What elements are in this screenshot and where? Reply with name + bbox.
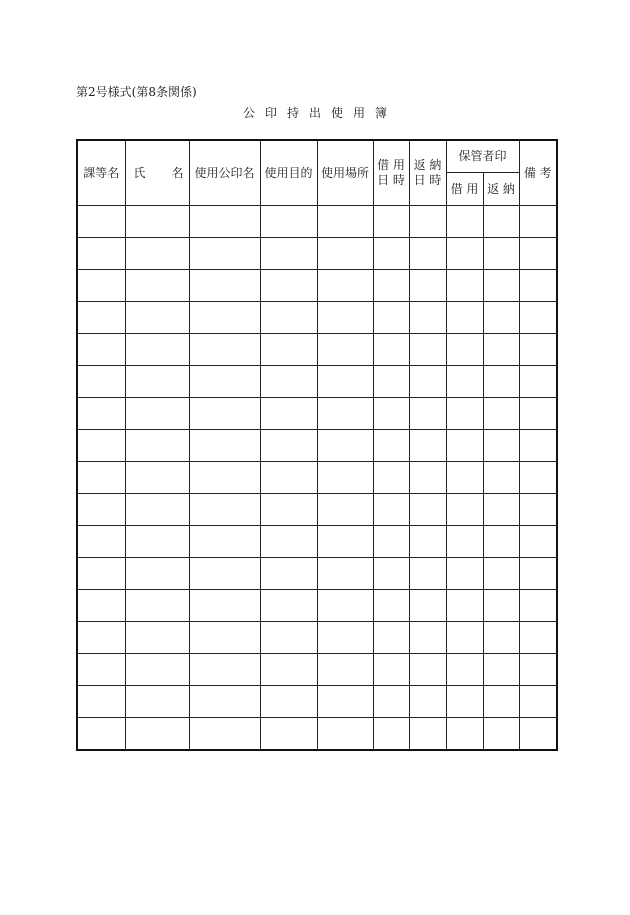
table-row [77, 334, 557, 366]
cell-purpose[interactable] [260, 494, 317, 526]
cell-purpose[interactable] [260, 686, 317, 718]
cell-borrow-datetime[interactable] [373, 558, 409, 590]
cell-section[interactable] [77, 654, 125, 686]
cell-remarks[interactable] [519, 590, 557, 622]
cell-borrow-datetime[interactable] [373, 526, 409, 558]
header-name-right: 名 [171, 165, 184, 180]
cell-remarks[interactable] [519, 206, 557, 238]
cell-custodian-borrow[interactable] [446, 526, 483, 558]
cell-name[interactable] [125, 622, 189, 654]
cell-return-datetime[interactable] [409, 622, 446, 654]
header-custodian-borrow: 借 用 [446, 173, 483, 206]
form-number: 第2号様式(第8条関係) [76, 85, 197, 99]
cell-purpose[interactable] [260, 558, 317, 590]
title-char: 印 [264, 106, 277, 120]
cell-place[interactable] [317, 622, 373, 654]
header-purpose: 使用目的 [260, 140, 317, 206]
cell-custodian-borrow[interactable] [446, 622, 483, 654]
cell-purpose[interactable] [260, 462, 317, 494]
cell-borrow-datetime[interactable] [373, 654, 409, 686]
cell-borrow-datetime[interactable] [373, 206, 409, 238]
cell-section[interactable] [77, 558, 125, 590]
cell-name[interactable] [125, 590, 189, 622]
cell-section[interactable] [77, 462, 125, 494]
cell-remarks[interactable] [519, 686, 557, 718]
cell-remarks[interactable] [519, 398, 557, 430]
cell-custodian-return[interactable] [483, 686, 519, 718]
cell-section[interactable] [77, 270, 125, 302]
cell-remarks[interactable] [519, 366, 557, 398]
cell-return-datetime[interactable] [409, 654, 446, 686]
cell-section[interactable] [77, 686, 125, 718]
header-custodian-seal: 保管者印 [446, 140, 519, 173]
cell-remarks[interactable] [519, 334, 557, 366]
cell-custodian-return[interactable] [483, 206, 519, 238]
cell-borrow-datetime[interactable] [373, 462, 409, 494]
cell-borrow-datetime[interactable] [373, 622, 409, 654]
cell-return-datetime[interactable] [409, 206, 446, 238]
cell-borrow-datetime[interactable] [373, 590, 409, 622]
cell-remarks[interactable] [519, 302, 557, 334]
cell-return-datetime[interactable] [409, 302, 446, 334]
cell-custodian-return[interactable] [483, 270, 519, 302]
cell-return-datetime[interactable] [409, 558, 446, 590]
cell-custodian-return[interactable] [483, 398, 519, 430]
table-row [77, 526, 557, 558]
cell-seal-name[interactable] [189, 622, 260, 654]
cell-custodian-borrow[interactable] [446, 366, 483, 398]
cell-seal-name[interactable] [189, 430, 260, 462]
cell-return-datetime[interactable] [409, 366, 446, 398]
cell-purpose[interactable] [260, 654, 317, 686]
cell-custodian-borrow[interactable] [446, 718, 483, 751]
cell-return-datetime[interactable] [409, 462, 446, 494]
title-char: 公 [242, 106, 255, 120]
cell-custodian-return[interactable] [483, 494, 519, 526]
cell-return-datetime[interactable] [409, 430, 446, 462]
cell-section[interactable] [77, 590, 125, 622]
header-return-line1: 返 納 [413, 158, 442, 172]
cell-return-datetime[interactable] [409, 398, 446, 430]
cell-remarks[interactable] [519, 494, 557, 526]
cell-return-datetime[interactable] [409, 238, 446, 270]
cell-custodian-return[interactable] [483, 366, 519, 398]
header-return-line2: 日 時 [413, 173, 442, 187]
header-section: 課等名 [77, 140, 125, 206]
table-row [77, 366, 557, 398]
cell-borrow-datetime[interactable] [373, 398, 409, 430]
cell-return-datetime[interactable] [409, 494, 446, 526]
cell-remarks[interactable] [519, 622, 557, 654]
cell-seal-name[interactable] [189, 526, 260, 558]
header-return-datetime [409, 140, 446, 206]
cell-borrow-datetime[interactable] [373, 686, 409, 718]
table-row [77, 622, 557, 654]
cell-name[interactable] [125, 270, 189, 302]
cell-remarks[interactable] [519, 526, 557, 558]
cell-section[interactable] [77, 398, 125, 430]
cell-section[interactable] [77, 238, 125, 270]
cell-place[interactable] [317, 526, 373, 558]
table-row [77, 270, 557, 302]
cell-section[interactable] [77, 334, 125, 366]
cell-seal-name[interactable] [189, 398, 260, 430]
cell-custodian-return[interactable] [483, 654, 519, 686]
cell-custodian-borrow[interactable] [446, 398, 483, 430]
cell-remarks[interactable] [519, 238, 557, 270]
cell-seal-name[interactable] [189, 302, 260, 334]
cell-seal-name[interactable] [189, 494, 260, 526]
header-custodian-return: 返 納 [483, 173, 519, 206]
cell-place[interactable] [317, 590, 373, 622]
cell-purpose[interactable] [260, 366, 317, 398]
title-char: 簿 [375, 106, 388, 120]
cell-custodian-borrow[interactable] [446, 654, 483, 686]
table-row [77, 462, 557, 494]
cell-section[interactable] [77, 526, 125, 558]
cell-seal-name[interactable] [189, 334, 260, 366]
header-borrow-line2: 日 時 [377, 173, 405, 187]
cell-place[interactable] [317, 654, 373, 686]
cell-name[interactable] [125, 334, 189, 366]
cell-name[interactable] [125, 238, 189, 270]
cell-purpose[interactable] [260, 430, 317, 462]
cell-place[interactable] [317, 366, 373, 398]
cell-name[interactable] [125, 398, 189, 430]
cell-custodian-borrow[interactable] [446, 462, 483, 494]
cell-name[interactable] [125, 430, 189, 462]
cell-return-datetime[interactable] [409, 686, 446, 718]
cell-section[interactable] [77, 302, 125, 334]
header-name [125, 140, 189, 206]
header-name-left: 氏 [133, 165, 146, 180]
cell-section[interactable] [77, 494, 125, 526]
cell-custodian-borrow[interactable] [446, 494, 483, 526]
cell-remarks[interactable] [519, 654, 557, 686]
cell-name[interactable] [125, 462, 189, 494]
cell-return-datetime[interactable] [409, 334, 446, 366]
ledger-body [77, 206, 557, 751]
cell-place[interactable] [317, 398, 373, 430]
cell-seal-name[interactable] [189, 718, 260, 751]
cell-remarks[interactable] [519, 558, 557, 590]
cell-custodian-return[interactable] [483, 558, 519, 590]
cell-return-datetime[interactable] [409, 526, 446, 558]
cell-borrow-datetime[interactable] [373, 430, 409, 462]
cell-seal-name[interactable] [189, 462, 260, 494]
table-row [77, 590, 557, 622]
cell-place[interactable] [317, 462, 373, 494]
cell-seal-name[interactable] [189, 654, 260, 686]
cell-custodian-return[interactable] [483, 462, 519, 494]
header-remarks: 備 考 [519, 140, 557, 206]
cell-name[interactable] [125, 686, 189, 718]
cell-custodian-borrow[interactable] [446, 302, 483, 334]
cell-place[interactable] [317, 718, 373, 751]
cell-borrow-datetime[interactable] [373, 366, 409, 398]
cell-custodian-borrow[interactable] [446, 238, 483, 270]
cell-purpose[interactable] [260, 270, 317, 302]
title-char: 出 [308, 106, 321, 120]
table-row [77, 718, 557, 751]
table-row [77, 206, 557, 238]
table-row [77, 654, 557, 686]
cell-return-datetime[interactable] [409, 590, 446, 622]
title-char: 持 [286, 106, 299, 120]
header-borrow-datetime [373, 140, 409, 206]
header-seal-name: 使用公印名 [189, 140, 260, 206]
cell-place[interactable] [317, 558, 373, 590]
cell-section[interactable] [77, 718, 125, 751]
table-row [77, 558, 557, 590]
cell-place[interactable] [317, 270, 373, 302]
cell-borrow-datetime[interactable] [373, 270, 409, 302]
title-char: 用 [353, 106, 366, 120]
title-char: 使 [331, 106, 344, 120]
cell-seal-name[interactable] [189, 590, 260, 622]
cell-purpose[interactable] [260, 334, 317, 366]
cell-name[interactable] [125, 526, 189, 558]
cell-name[interactable] [125, 206, 189, 238]
cell-purpose[interactable] [260, 718, 317, 751]
cell-name[interactable] [125, 654, 189, 686]
cell-seal-name[interactable] [189, 686, 260, 718]
cell-custodian-borrow[interactable] [446, 334, 483, 366]
cell-seal-name[interactable] [189, 366, 260, 398]
table-row [77, 398, 557, 430]
cell-place[interactable] [317, 334, 373, 366]
header-row [77, 140, 557, 173]
cell-borrow-datetime[interactable] [373, 718, 409, 751]
cell-custodian-return[interactable] [483, 590, 519, 622]
header-borrow-line1: 借 用 [377, 158, 405, 172]
cell-purpose[interactable] [260, 622, 317, 654]
table-row [77, 238, 557, 270]
cell-custodian-return[interactable] [483, 334, 519, 366]
cell-custodian-return[interactable] [483, 718, 519, 751]
cell-borrow-datetime[interactable] [373, 238, 409, 270]
cell-purpose[interactable] [260, 238, 317, 270]
cell-custodian-return[interactable] [483, 622, 519, 654]
table-row [77, 494, 557, 526]
cell-custodian-return[interactable] [483, 302, 519, 334]
cell-purpose[interactable] [260, 206, 317, 238]
cell-custodian-borrow[interactable] [446, 206, 483, 238]
cell-remarks[interactable] [519, 718, 557, 751]
cell-remarks[interactable] [519, 270, 557, 302]
cell-custodian-borrow[interactable] [446, 686, 483, 718]
cell-purpose[interactable] [260, 590, 317, 622]
cell-place[interactable] [317, 302, 373, 334]
header-place: 使用場所 [317, 140, 373, 206]
cell-borrow-datetime[interactable] [373, 494, 409, 526]
cell-custodian-return[interactable] [483, 238, 519, 270]
cell-name[interactable] [125, 366, 189, 398]
cell-custodian-borrow[interactable] [446, 430, 483, 462]
cell-borrow-datetime[interactable] [373, 302, 409, 334]
cell-place[interactable] [317, 686, 373, 718]
cell-seal-name[interactable] [189, 558, 260, 590]
cell-return-datetime[interactable] [409, 718, 446, 751]
table-row [77, 686, 557, 718]
seal-usage-ledger-table [76, 139, 558, 751]
cell-purpose[interactable] [260, 302, 317, 334]
cell-custodian-return[interactable] [483, 430, 519, 462]
cell-remarks[interactable] [519, 462, 557, 494]
cell-name[interactable] [125, 494, 189, 526]
cell-place[interactable] [317, 494, 373, 526]
document-title [0, 104, 630, 121]
cell-section[interactable] [77, 206, 125, 238]
table-row [77, 302, 557, 334]
cell-purpose[interactable] [260, 398, 317, 430]
cell-place[interactable] [317, 206, 373, 238]
cell-return-datetime[interactable] [409, 270, 446, 302]
cell-custodian-borrow[interactable] [446, 270, 483, 302]
cell-seal-name[interactable] [189, 206, 260, 238]
cell-section[interactable] [77, 622, 125, 654]
cell-remarks[interactable] [519, 430, 557, 462]
cell-section[interactable] [77, 430, 125, 462]
cell-borrow-datetime[interactable] [373, 334, 409, 366]
cell-custodian-return[interactable] [483, 526, 519, 558]
cell-name[interactable] [125, 302, 189, 334]
cell-seal-name[interactable] [189, 270, 260, 302]
cell-place[interactable] [317, 238, 373, 270]
cell-custodian-borrow[interactable] [446, 558, 483, 590]
table-row [77, 430, 557, 462]
cell-name[interactable] [125, 718, 189, 751]
cell-name[interactable] [125, 558, 189, 590]
cell-section[interactable] [77, 366, 125, 398]
cell-seal-name[interactable] [189, 238, 260, 270]
cell-purpose[interactable] [260, 526, 317, 558]
cell-place[interactable] [317, 430, 373, 462]
cell-custodian-borrow[interactable] [446, 590, 483, 622]
